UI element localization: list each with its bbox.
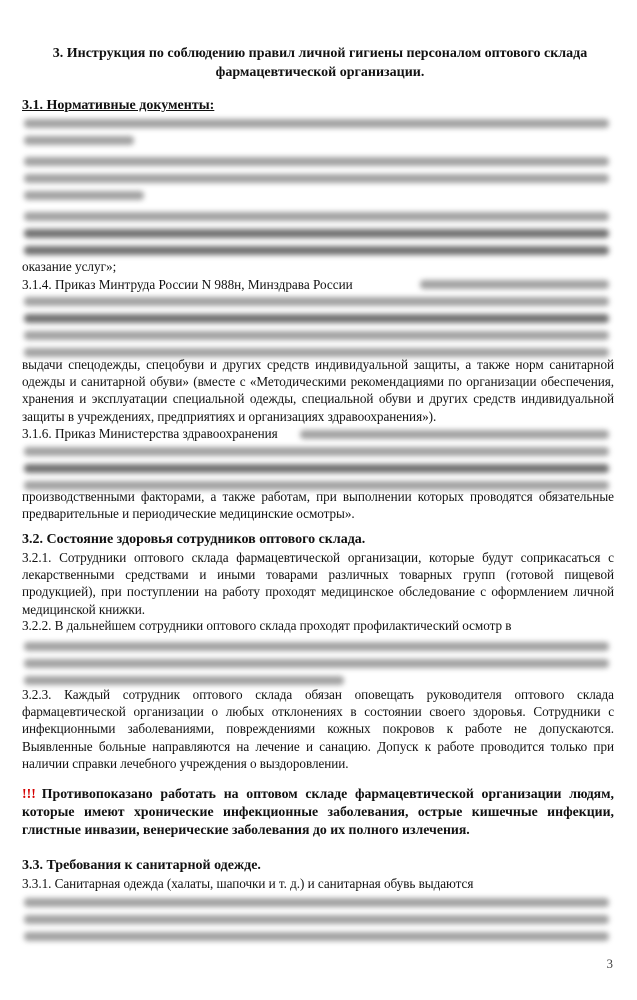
page-number: 3 (606, 956, 613, 971)
paragraph-3-2-3: 3.2.3. Каждый сотрудник оптового склада обязан оповещать руководителя оптового склада фармацевтической организации о любых отклонениях в состоянии своего здоровья. Сотрудники с инфекционными заболеваниями, повреждениями кожных покровов к работе не допускаются. Выявленные больные направляются на лечение и санацию. Допуск к работе проводится только при наличии справки лечебного учреждения о выздоровлении. (22, 687, 614, 771)
paragraph-3-2-1: 3.2.1. Сотрудники оптового склада фармацевтической организации, которые будут соприкасаться с лекарственными средствами и иными товарами различных товарных групп (готовой пищевой продукцией), при поступлении на работу проходят медицинское обследование с оформлением личной медицинской книжки. (22, 550, 614, 617)
item-3-1-4: 3.1.4. Приказ Минтруда России N 988н, Минздрава России (22, 277, 353, 292)
section-heading-staff-health: 3.2. Состояние здоровья сотрудников оптового склада. (22, 532, 366, 547)
paragraph-3-2-2-start: 3.2.2. В дальнейшем сотрудники оптового склада проходят профилактический осмотр в (22, 618, 512, 633)
section-heading-normative-documents: 3.1. Нормативные документы: (22, 98, 215, 113)
item-3-1-6: 3.1.6. Приказ Министерства здравоохранения (22, 426, 278, 441)
warning-text: Противопоказано работать на оптовом складе фармацевтической организации людям, которые имеют хронические инфекционные заболевания, острые кишечные инфекции, глистные инвазии, венерические заболевания до их полного излечения. (22, 786, 614, 837)
paragraph-3-3-1-start: 3.3.1. Санитарная одежда (халаты, шапочки и т. д.) и санитарная обувь выдаются (22, 876, 474, 891)
document-title: 3. Инструкция по соблюдению правил личной гигиены персоналом оптового склада фармацевтической организации. (52, 46, 588, 80)
section-heading-sanitary-clothing: 3.3. Требования к санитарной одежде. (22, 858, 261, 873)
paragraph-3-1-6-tail: производственными факторами, а также работам, при выполнении которых проводятся обязательные предварительные и периодические медицинские осмотры». (22, 489, 614, 522)
text-fragment-services: оказание услуг»; (22, 259, 117, 274)
warning-block (22, 785, 614, 839)
warning-mark: !!! (22, 786, 36, 801)
paragraph-3-1-5-tail: выдачи спецодежды, спецобуви и других средств индивидуальной защиты, а также норм санитарной одежды и санитарной обуви» (вместе с «Методическими рекомендациями по организации обеспечения, хранения и эксплуатации специальной одежды, специальной обуви и других средств индивидуальной защиты в учреждениях, предприятиях и организациях здравоохранения»). (22, 357, 614, 424)
